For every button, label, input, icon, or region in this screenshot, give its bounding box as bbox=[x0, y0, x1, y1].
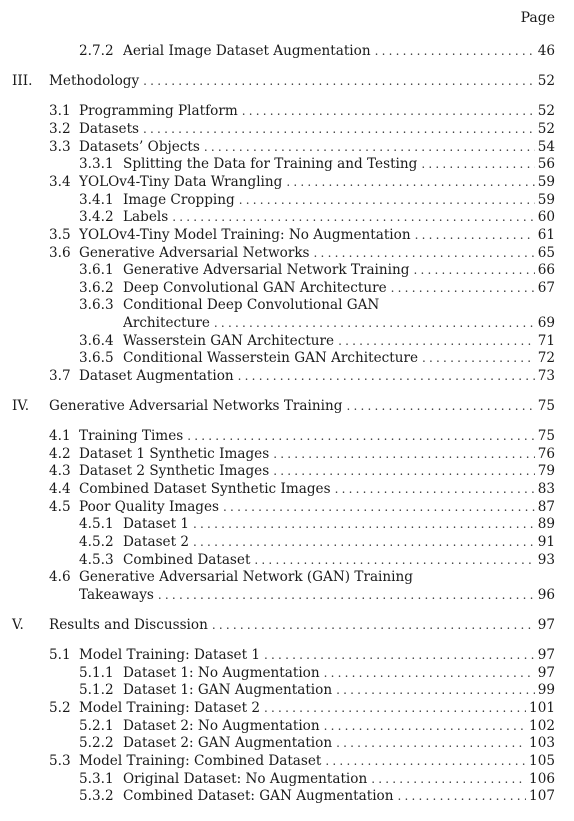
chapter-title: Methodology bbox=[49, 73, 140, 89]
section-title: Dataset 2 bbox=[123, 534, 190, 550]
dot-leader bbox=[223, 498, 535, 516]
dot-leader bbox=[286, 173, 534, 191]
page-number: 105 bbox=[529, 753, 555, 769]
section-title: Generative Adversarial Network (GAN) Training bbox=[79, 569, 413, 585]
section-title: Model Training: Dataset 2 bbox=[79, 700, 261, 716]
section-title: Training Times bbox=[79, 428, 184, 444]
page-number: 93 bbox=[537, 552, 555, 568]
section-number: 3.1 bbox=[49, 103, 71, 119]
toc-entry bbox=[0, 367, 555, 385]
toc-entry bbox=[0, 551, 555, 569]
page-number: 75 bbox=[537, 398, 555, 414]
toc-entry bbox=[0, 787, 555, 805]
section-number: 4.6 bbox=[49, 569, 71, 585]
section-number: 3.6.3 bbox=[79, 297, 114, 313]
toc-entry bbox=[0, 427, 555, 445]
section-number: 4.4 bbox=[49, 481, 71, 497]
toc-entry bbox=[0, 498, 555, 516]
dot-leader bbox=[336, 734, 526, 752]
dot-leader bbox=[371, 770, 526, 788]
section-number: 4.2 bbox=[49, 446, 71, 462]
dot-leader bbox=[264, 646, 535, 664]
toc-entry bbox=[0, 244, 555, 262]
section-title: Dataset Augmentation bbox=[79, 368, 234, 384]
section-title: YOLOv4-Tiny Model Training: No Augmentation bbox=[79, 227, 411, 243]
section-title: Poor Quality Images bbox=[79, 499, 220, 515]
section-title: Model Training: Dataset 1 bbox=[79, 647, 261, 663]
page-number: 59 bbox=[537, 174, 555, 190]
toc-entry bbox=[0, 261, 555, 279]
section-title: Architecture bbox=[123, 315, 210, 331]
dot-leader bbox=[158, 586, 535, 604]
dot-leader bbox=[273, 445, 535, 463]
section-title: Model Training: Combined Dataset bbox=[79, 753, 322, 769]
section-title: Datasets’ Objects bbox=[79, 139, 200, 155]
toc-entry bbox=[0, 752, 555, 770]
page-number: 87 bbox=[537, 499, 555, 515]
section-number: 3.6.2 bbox=[79, 280, 114, 296]
section-number: 3.3.1 bbox=[79, 156, 114, 172]
section-title: Dataset 1: No Augmentation bbox=[123, 665, 320, 681]
section-title: Labels bbox=[123, 209, 169, 225]
section-number: 3.6 bbox=[49, 245, 71, 261]
page-number: 71 bbox=[537, 333, 555, 349]
page-number: 83 bbox=[537, 481, 555, 497]
toc-entry bbox=[0, 332, 555, 350]
section-number: 3.4.1 bbox=[79, 192, 114, 208]
dot-leader bbox=[413, 261, 534, 279]
toc-entry bbox=[0, 480, 555, 498]
dot-leader bbox=[391, 279, 535, 297]
toc-entry bbox=[0, 462, 555, 480]
page-number: 54 bbox=[537, 139, 555, 155]
toc-entry bbox=[0, 699, 555, 717]
toc-entry bbox=[0, 770, 555, 788]
dot-leader bbox=[421, 155, 534, 173]
section-number: 3.4 bbox=[49, 174, 71, 190]
section-number: 5.1.2 bbox=[79, 682, 114, 698]
dot-leader bbox=[415, 226, 535, 244]
toc-entry bbox=[0, 349, 555, 367]
section-title: Dataset 2: No Augmentation bbox=[123, 718, 320, 734]
toc-entry bbox=[0, 120, 555, 138]
section-number: 4.5.3 bbox=[79, 552, 114, 568]
toc-entry bbox=[0, 102, 555, 120]
section-title: Dataset 1 Synthetic Images bbox=[79, 446, 270, 462]
page-number: 56 bbox=[537, 156, 555, 172]
section-title: Datasets bbox=[79, 121, 140, 137]
page-number: 66 bbox=[537, 262, 555, 278]
page-number: 59 bbox=[537, 192, 555, 208]
toc-entry bbox=[0, 515, 555, 533]
dot-leader bbox=[375, 42, 535, 60]
section-title: Dataset 1: GAN Augmentation bbox=[123, 682, 333, 698]
section-number: 5.2.2 bbox=[79, 735, 114, 751]
dot-leader bbox=[397, 787, 526, 805]
toc-chapter-entry bbox=[0, 616, 555, 634]
page-number: 99 bbox=[537, 682, 555, 698]
section-title: Deep Convolutional GAN Architecture bbox=[123, 280, 387, 296]
page-number: 73 bbox=[537, 368, 555, 384]
page-number: 102 bbox=[529, 718, 555, 734]
dot-leader bbox=[239, 191, 535, 209]
toc-entry bbox=[0, 681, 555, 699]
section-title: Image Cropping bbox=[123, 192, 235, 208]
dot-leader bbox=[238, 367, 535, 385]
dot-leader bbox=[325, 752, 526, 770]
section-number: 4.1 bbox=[49, 428, 71, 444]
section-title: Splitting the Data for Training and Testing bbox=[123, 156, 418, 172]
section-title: Generative Adversarial Networks bbox=[79, 245, 310, 261]
chapter-number: IV. bbox=[12, 398, 30, 414]
section-title: Combined Dataset Synthetic Images bbox=[79, 481, 331, 497]
section-title: Original Dataset: No Augmentation bbox=[123, 771, 368, 787]
page-number: 61 bbox=[537, 227, 555, 243]
toc-entry bbox=[0, 445, 555, 463]
dot-leader bbox=[422, 349, 535, 367]
toc-entry bbox=[0, 226, 555, 244]
dot-leader bbox=[143, 120, 535, 138]
page-number: 60 bbox=[537, 209, 555, 225]
section-number: 3.4.2 bbox=[79, 209, 114, 225]
page-number: 52 bbox=[537, 73, 555, 89]
page-number: 97 bbox=[537, 617, 555, 633]
page-number: 96 bbox=[537, 587, 555, 603]
section-title: Dataset 2: GAN Augmentation bbox=[123, 735, 333, 751]
toc-entry-continuation bbox=[0, 314, 555, 332]
dot-leader bbox=[335, 480, 535, 498]
page-number: 91 bbox=[537, 534, 555, 550]
page-number: 106 bbox=[529, 771, 555, 787]
toc-entry bbox=[0, 208, 555, 226]
chapter-number: V. bbox=[12, 617, 24, 633]
toc-entry bbox=[0, 646, 555, 664]
section-title: Aerial Image Dataset Augmentation bbox=[123, 43, 371, 59]
section-title: Conditional Deep Convolutional GAN bbox=[123, 297, 380, 313]
chapter-number: III. bbox=[12, 73, 33, 89]
section-number: 4.3 bbox=[49, 463, 71, 479]
page-number: 76 bbox=[537, 446, 555, 462]
dot-leader bbox=[273, 462, 535, 480]
dot-leader bbox=[336, 681, 535, 699]
toc-entry bbox=[0, 568, 555, 586]
section-title: Combined Dataset: GAN Augmentation bbox=[123, 788, 394, 804]
toc-entry bbox=[0, 138, 555, 156]
section-number: 3.3 bbox=[49, 139, 71, 155]
toc-entry bbox=[0, 664, 555, 682]
section-number: 3.5 bbox=[49, 227, 71, 243]
dot-leader bbox=[214, 314, 535, 332]
page-number: 101 bbox=[529, 700, 555, 716]
dot-leader bbox=[314, 244, 535, 262]
toc-entry-continuation bbox=[0, 586, 555, 604]
section-number: 5.2 bbox=[49, 700, 71, 716]
page-number: 69 bbox=[537, 315, 555, 331]
toc-entry bbox=[0, 296, 555, 314]
section-number: 2.7.2 bbox=[79, 43, 114, 59]
dot-leader bbox=[324, 717, 526, 735]
chapter-title: Results and Discussion bbox=[49, 617, 208, 633]
section-number: 5.1.1 bbox=[79, 665, 114, 681]
dot-leader bbox=[254, 551, 534, 569]
toc-entry bbox=[0, 191, 555, 209]
toc-entry bbox=[0, 717, 555, 735]
section-number: 4.5 bbox=[49, 499, 71, 515]
dot-leader bbox=[193, 515, 535, 533]
page-number: 72 bbox=[537, 350, 555, 366]
toc-chapter-entry bbox=[0, 397, 555, 415]
section-title: Takeaways bbox=[79, 587, 154, 603]
page-number: 46 bbox=[537, 43, 555, 59]
toc-entry bbox=[0, 533, 555, 551]
page-number: 79 bbox=[537, 463, 555, 479]
toc-entry bbox=[0, 734, 555, 752]
dot-leader bbox=[143, 72, 535, 90]
page-number: 97 bbox=[537, 647, 555, 663]
page-number: 75 bbox=[537, 428, 555, 444]
toc-chapter-entry bbox=[0, 72, 555, 90]
dot-leader bbox=[204, 138, 535, 156]
section-number: 5.3.1 bbox=[79, 771, 114, 787]
page-number: 89 bbox=[537, 516, 555, 532]
section-number: 3.6.5 bbox=[79, 350, 114, 366]
section-number: 5.3.2 bbox=[79, 788, 114, 804]
section-number: 4.5.1 bbox=[79, 516, 114, 532]
section-number: 4.5.2 bbox=[79, 534, 114, 550]
toc-entry bbox=[0, 155, 555, 173]
section-title: Dataset 2 Synthetic Images bbox=[79, 463, 270, 479]
section-title: Dataset 1 bbox=[123, 516, 190, 532]
page-number: 65 bbox=[537, 245, 555, 261]
dot-leader bbox=[338, 332, 535, 350]
dot-leader bbox=[324, 664, 535, 682]
dot-leader bbox=[242, 102, 535, 120]
page-number: 52 bbox=[537, 121, 555, 137]
section-number: 5.2.1 bbox=[79, 718, 114, 734]
page-number: 107 bbox=[529, 788, 555, 804]
dot-leader bbox=[193, 533, 535, 551]
toc-entry bbox=[0, 279, 555, 297]
dot-leader bbox=[264, 699, 526, 717]
toc-entry bbox=[0, 173, 555, 191]
section-title: Conditional Wasserstein GAN Architecture bbox=[123, 350, 419, 366]
page-column-label: Page bbox=[520, 10, 555, 26]
dot-leader bbox=[346, 397, 534, 415]
section-title: Programming Platform bbox=[79, 103, 238, 119]
dot-leader bbox=[212, 616, 535, 634]
section-number: 5.3 bbox=[49, 753, 71, 769]
page-number: 67 bbox=[537, 280, 555, 296]
page-number: 97 bbox=[537, 665, 555, 681]
toc-entry bbox=[0, 42, 555, 60]
page-number: 52 bbox=[537, 103, 555, 119]
section-title: YOLOv4-Tiny Data Wrangling bbox=[79, 174, 283, 190]
chapter-title: Generative Adversarial Networks Training bbox=[49, 398, 343, 414]
section-number: 3.7 bbox=[49, 368, 71, 384]
section-title: Wasserstein GAN Architecture bbox=[123, 333, 335, 349]
section-title: Generative Adversarial Network Training bbox=[123, 262, 410, 278]
section-number: 3.6.1 bbox=[79, 262, 114, 278]
page-number: 103 bbox=[529, 735, 555, 751]
section-number: 5.1 bbox=[49, 647, 71, 663]
dot-leader bbox=[172, 208, 534, 226]
section-number: 3.2 bbox=[49, 121, 71, 137]
dot-leader bbox=[187, 427, 534, 445]
section-title: Combined Dataset bbox=[123, 552, 251, 568]
section-number: 3.6.4 bbox=[79, 333, 114, 349]
